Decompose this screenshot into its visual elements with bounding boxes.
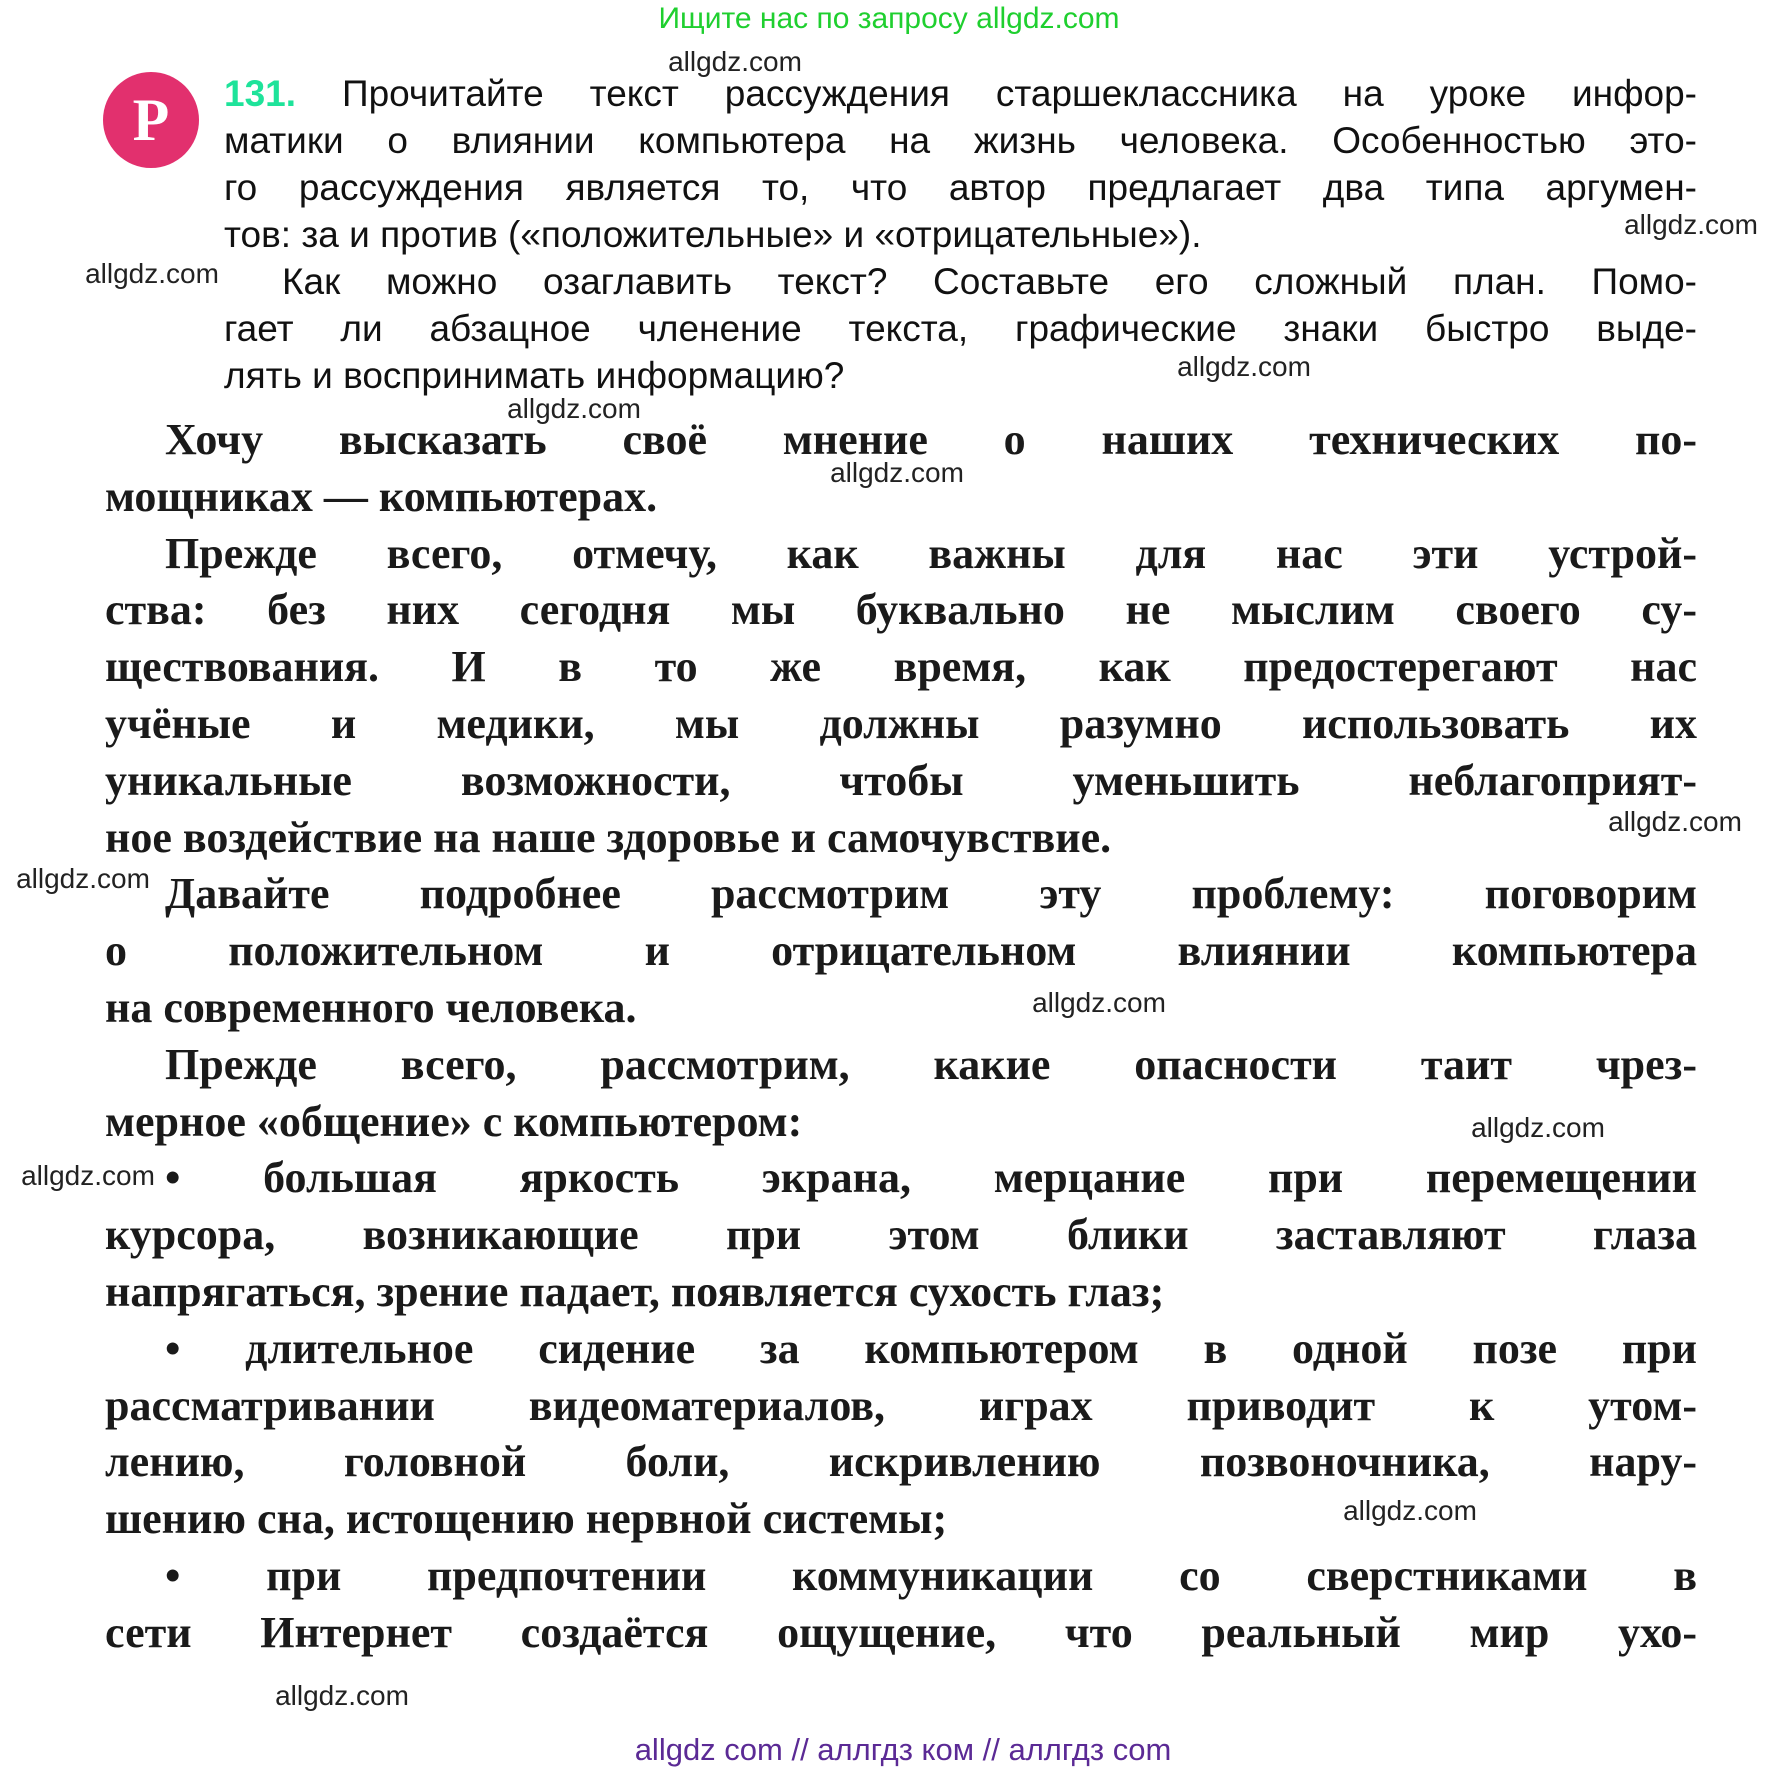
exercise-task	[224, 70, 1697, 399]
text-line-content: лять и воспринимать информацию?	[224, 355, 845, 396]
watermark: allgdz.com	[16, 863, 150, 894]
text-line	[105, 810, 1697, 867]
text-line	[105, 1264, 1697, 1321]
text-line-content: • длительное сидение за компьютером в одной позе при	[165, 1323, 1697, 1373]
text-line-content: мощниках — компьютерах.	[105, 471, 658, 521]
text-line	[105, 1434, 1697, 1491]
text-line	[224, 258, 1697, 305]
text-line-content: мерное «общение» с компьютером:	[105, 1096, 803, 1146]
text-line	[105, 1150, 1697, 1207]
watermark: allgdz.com	[668, 46, 802, 77]
text-line	[105, 639, 1697, 696]
text-line-content: о положительном и отрицательном влиянии компьютера	[105, 926, 1697, 976]
text-line-content: гает ли абзацное членение текста, графические знаки быстро выде-	[224, 308, 1697, 349]
text-line	[105, 1605, 1697, 1662]
watermark: allgdz.com	[21, 1160, 155, 1191]
watermark: allgdz.com	[1032, 987, 1166, 1018]
text-line	[105, 866, 1697, 923]
text-line	[224, 164, 1697, 211]
text-line	[105, 980, 1697, 1037]
watermark: allgdz.com	[507, 393, 641, 424]
search-banner: Ищите нас по запросу allgdz.com	[658, 2, 1120, 35]
text-line-content: на современного человека.	[105, 982, 637, 1032]
text-line-content: лению, головной боли, искривлению позвоночника, нару-	[105, 1437, 1697, 1487]
text-line	[224, 211, 1697, 258]
text-line-content: сети Интернет создаётся ощущение, что реальный мир ухо-	[105, 1607, 1697, 1657]
essay-text	[105, 412, 1697, 1662]
text-line	[224, 70, 1697, 117]
watermark: allgdz.com	[1608, 806, 1742, 837]
text-line-content: уникальные возможности, чтобы уменьшить неблагоприят-	[105, 755, 1697, 805]
text-line	[105, 582, 1697, 639]
footer-links: allgdz com // аллгдз ком // аллгдз com	[634, 1732, 1172, 1767]
watermark: allgdz.com	[85, 258, 219, 289]
watermark: allgdz.com	[830, 457, 964, 488]
text-line	[224, 117, 1697, 164]
text-line-content: Как можно озаглавить текст? Составьте его сложный план. Помо-	[282, 261, 1697, 302]
watermark: allgdz.com	[1624, 209, 1758, 240]
text-line-content: ществования. И в то же время, как предостерегают нас	[105, 642, 1697, 692]
text-line-content: Прежде всего, отмечу, как важны для нас эти устрой-	[165, 528, 1697, 578]
text-line-content: Прежде всего, рассмотрим, какие опасности таит чрез-	[165, 1039, 1697, 1089]
text-line	[105, 1207, 1697, 1264]
text-line-content: тов: за и против («положительные» и «отрицательные»).	[224, 214, 1202, 255]
watermark: allgdz.com	[1343, 1495, 1477, 1526]
text-line-content: матики о влиянии компьютера на жизнь человека. Особенностью это-	[224, 120, 1697, 161]
text-line-content: шению сна, истощению нервной системы;	[105, 1494, 948, 1544]
text-line-content: • большая яркость экрана, мерцание при перемещении	[165, 1153, 1697, 1203]
text-line-content: ное воздействие на наше здоровье и самочувствие.	[105, 812, 1112, 862]
text-line-content: Хочу высказать своё мнение о наших технических по-	[165, 415, 1697, 464]
text-line	[105, 1378, 1697, 1435]
watermark: allgdz.com	[275, 1680, 409, 1711]
text-line	[105, 1321, 1697, 1378]
text-line-content: Прочитайте текст рассуждения старшеклассника на уроке инфор-	[341, 73, 1698, 114]
text-line-content: ства: без них сегодня мы буквально не мыслим своего су-	[105, 585, 1697, 635]
text-line-content: учёные и медики, мы должны разумно использовать их	[105, 698, 1697, 748]
text-line-content: рассматривании видеоматериалов, играх приводит к утом-	[105, 1380, 1697, 1430]
text-line-content: • при предпочтении коммуникации со сверстниками в	[165, 1550, 1697, 1600]
watermark: allgdz.com	[1471, 1112, 1605, 1143]
text-line-content: напрягаться, зрение падает, появляется сухость глаз;	[105, 1266, 1165, 1316]
section-badge-icon: Р	[103, 72, 199, 168]
text-line	[105, 923, 1697, 980]
text-line	[105, 696, 1697, 753]
text-line	[224, 305, 1697, 352]
text-line-content: курсора, возникающие при этом блики заставляют глаза	[105, 1210, 1697, 1260]
text-line	[224, 352, 1697, 399]
exercise-number: 131.	[224, 73, 297, 114]
text-line-content: Давайте подробнее рассмотрим эту проблему: поговорим	[165, 869, 1697, 919]
text-line	[105, 1094, 1697, 1151]
text-line	[105, 753, 1697, 810]
text-line-content: го рассуждения является то, что автор предлагает два типа аргумен-	[224, 167, 1697, 208]
text-line	[105, 1548, 1697, 1605]
text-line	[105, 526, 1697, 583]
text-line	[105, 1037, 1697, 1094]
watermark: allgdz.com	[1177, 351, 1311, 382]
